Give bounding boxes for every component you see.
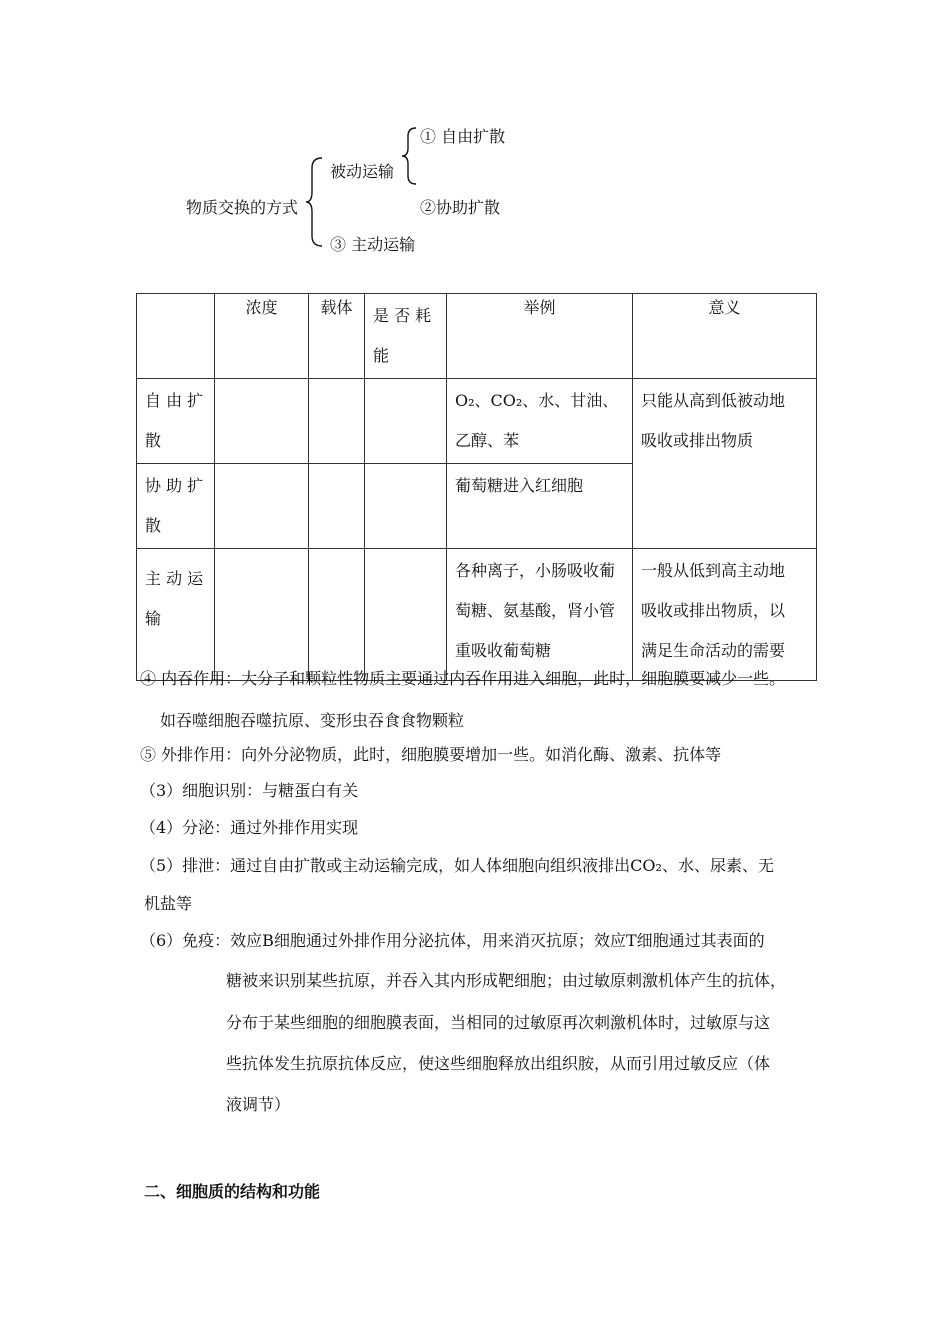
diagram-passive: 被动运输 (330, 162, 395, 181)
meaning-passive: 只能从高到低被动地 吸收或排出物质 (633, 379, 817, 549)
inner-brace-icon (400, 126, 420, 186)
item-immunity-line3: 分布于某些细胞的细胞膜表面，当相同的过敏原再次刺激机体时，过敏原与这 (226, 1013, 771, 1032)
diagram-root: 物质交换的方式 (186, 198, 299, 217)
paragraph-endocytosis: ④ 内吞作用：大分子和颗粒性物质主要通过内吞作用进入细胞，此时，细胞膜要减少一些。 (140, 669, 786, 688)
row-label: 协 助 扩 散 (137, 464, 215, 549)
diagram-free-diffusion: ① 自由扩散 (420, 127, 506, 146)
row-example: 各种离子，小肠吸收葡 萄糖、氨基酸，肾小管 重吸收葡萄糖 (447, 549, 633, 681)
table-row (137, 379, 817, 464)
item-immunity-line5: 液调节） (226, 1095, 291, 1114)
header-cell-empty (137, 294, 215, 379)
row-label: 自 由 扩 散 (137, 379, 215, 464)
table-row (137, 549, 817, 681)
paragraph-exocytosis: ⑤ 外排作用：向外分泌物质，此时，细胞膜要增加一些。如消化酶、激素、抗体等 (140, 745, 722, 764)
row-example: 葡萄糖进入红细胞 (447, 464, 633, 549)
header-cell-example: 举例 (447, 294, 633, 379)
transport-table (136, 293, 817, 681)
item-immunity-line4: 些抗体发生抗原抗体反应，使这些细胞释放出组织胺，从而引用过敏反应（体 (226, 1054, 771, 1073)
diagram-facilitated-diffusion: ②协助扩散 (420, 198, 501, 217)
item-cell-recognition: （3）细胞识别：与糖蛋白有关 (140, 781, 359, 800)
meaning-active: 一般从低到高主动地 吸收或排出物质，以 满足生命活动的需要 (633, 549, 817, 681)
row-label: 主 动 运 输 (137, 549, 215, 681)
item-immunity-line2: 糖被来识别某些抗原，并吞入其内形成靶细胞；由过敏原刺激机体产生的抗体， (226, 971, 787, 990)
section-title: 二、细胞质的结构和功能 (144, 1182, 321, 1201)
paragraph-endocytosis-example: 如吞噬细胞吞噬抗原、变形虫吞食食物颗粒 (160, 711, 465, 730)
header-cell-carrier: 载体 (309, 294, 365, 379)
outer-brace-icon (304, 156, 326, 248)
header-cell-energy: 是 否 耗 能 (365, 294, 447, 379)
header-cell-meaning: 意义 (633, 294, 817, 379)
row-example: O₂、CO₂、水、甘油、 乙醇、苯 (447, 379, 633, 464)
item-excretion-cont: 机盐等 (144, 894, 193, 913)
header-cell-concentration: 浓度 (215, 294, 309, 379)
diagram-active-transport: ③ 主动运输 (330, 235, 416, 254)
item-immunity: （6）免疫：效应B细胞通过外排作用分泌抗体，用来消灭抗原；效应T细胞通过其表面的 (140, 931, 765, 950)
item-secretion: （4）分泌：通过外排作用实现 (140, 818, 359, 837)
item-excretion: （5）排泄：通过自由扩散或主动运输完成，如人体细胞向组织液排出CO₂、水、尿素、无 (140, 856, 774, 875)
table-header-row (137, 294, 817, 379)
